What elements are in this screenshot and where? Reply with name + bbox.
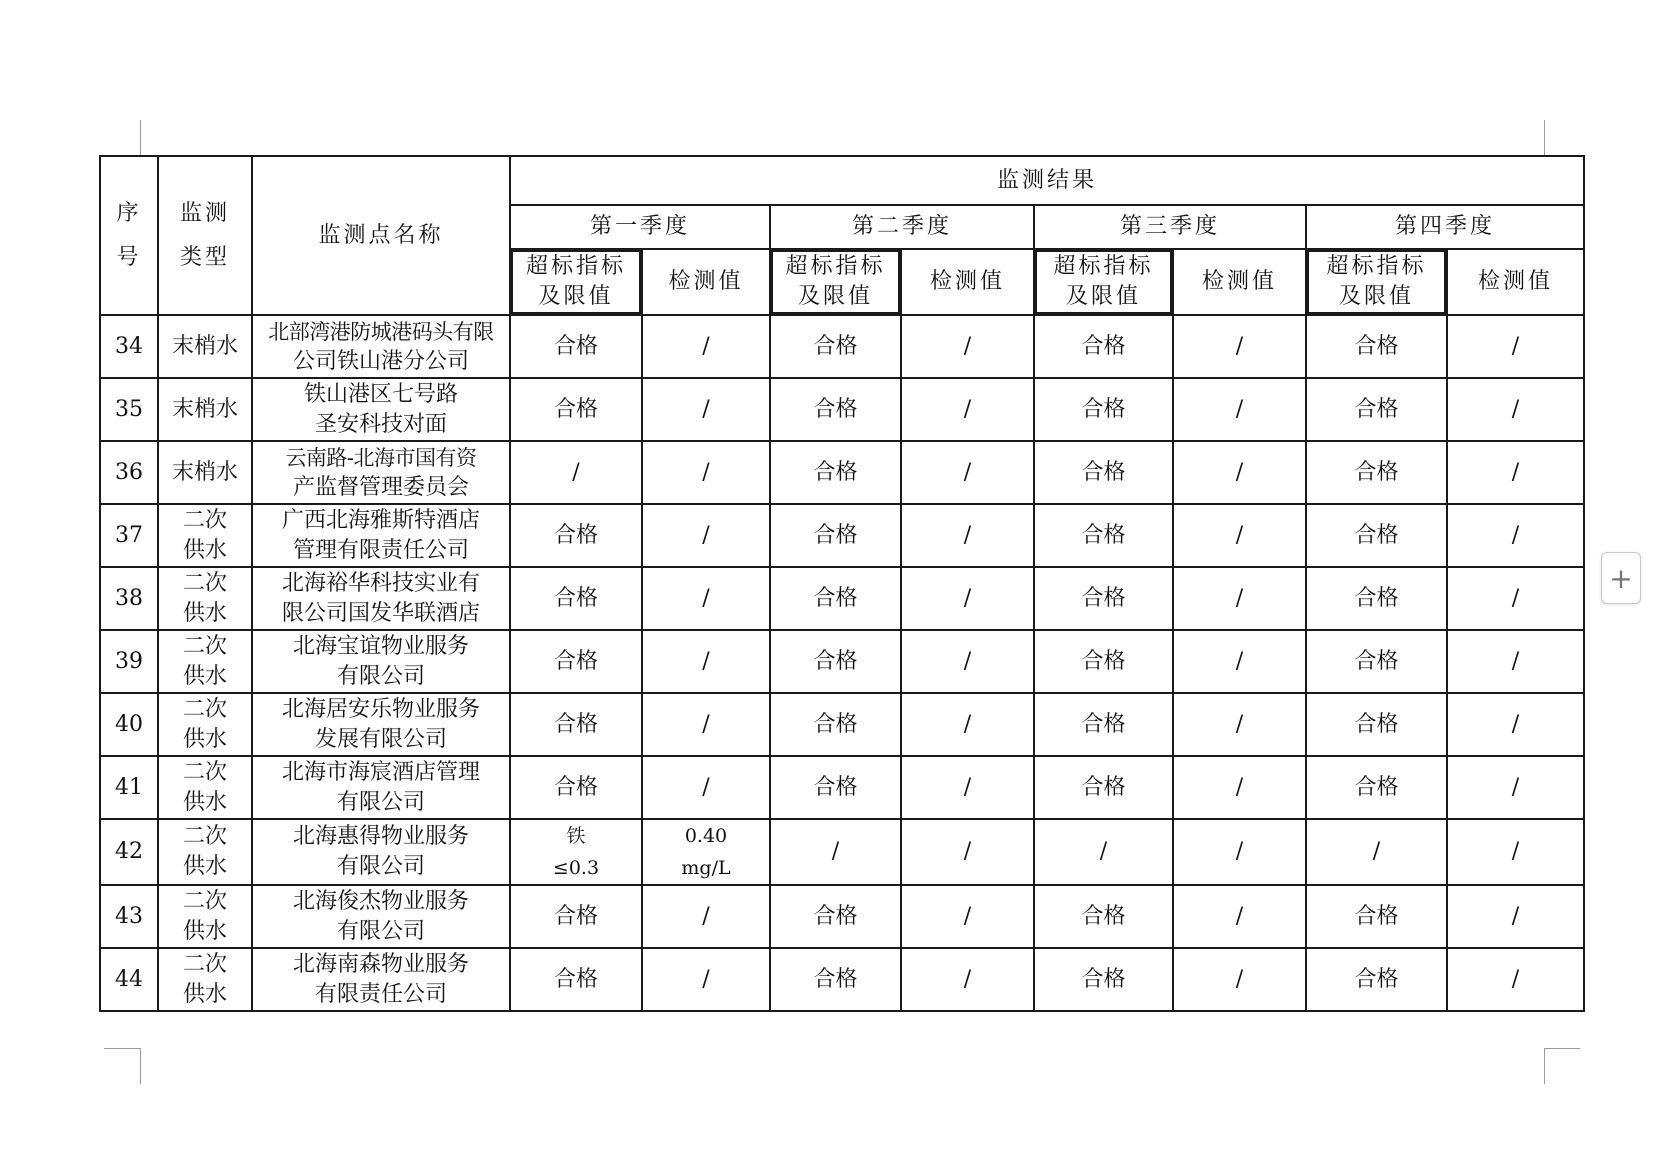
row-site-name — [252, 504, 510, 567]
value-cell-q4: / — [1447, 567, 1584, 630]
header-exceed-line1: 超标指标 — [1326, 254, 1427, 279]
row-site-name — [252, 693, 510, 756]
row-number: 38 — [100, 567, 158, 630]
value-cell-q1-line: 0.40 — [684, 825, 728, 847]
exceed-cell-q3: 合格 — [1034, 756, 1173, 819]
value-cell-q2: / — [901, 315, 1034, 378]
exceed-cell-q3: 合格 — [1034, 315, 1173, 378]
row-type-line: 供水 — [182, 600, 227, 626]
header-results: 监测结果 — [510, 156, 1584, 205]
row-site-name-line: 管理有限责任公司 — [292, 537, 469, 563]
row-site-name-line: 北海居安乐物业服务 — [281, 696, 480, 722]
row-type-line: 供水 — [182, 918, 227, 944]
header-exceed-line1: 超标指标 — [525, 254, 626, 279]
row-site-name — [252, 567, 510, 630]
exceed-cell-q4: 合格 — [1306, 567, 1447, 630]
exceed-cell-q4: 合格 — [1306, 441, 1447, 504]
row-type-line: 供水 — [182, 726, 227, 752]
row-type-line: 供水 — [182, 981, 227, 1007]
exceed-cell-q1: 合格 — [510, 567, 642, 630]
table-row — [100, 756, 1584, 819]
value-cell-q2: / — [901, 630, 1034, 693]
table-row — [100, 948, 1584, 1011]
value-cell-q2: / — [901, 441, 1034, 504]
exceed-cell-q3: 合格 — [1034, 948, 1173, 1011]
row-site-name-line: 发展有限公司 — [314, 726, 447, 752]
header-type — [158, 156, 252, 315]
crop-mark-bottom-left-h — [104, 1048, 140, 1049]
crop-mark-top-right — [1544, 120, 1545, 156]
row-site-name-line: 北海宝谊物业服务 — [292, 633, 469, 659]
header-value-q1: 检测值 — [642, 249, 770, 315]
row-type — [158, 693, 252, 756]
exceed-cell-q4: 合格 — [1306, 630, 1447, 693]
value-cell-q3: / — [1173, 819, 1306, 885]
row-type-line: 供水 — [182, 789, 227, 815]
header-quarter-3: 第三季度 — [1034, 205, 1306, 249]
header-type-line2: 类型 — [179, 244, 230, 270]
value-cell-q3: / — [1173, 315, 1306, 378]
value-cell-q2: / — [901, 885, 1034, 948]
crop-mark-bottom-right-h — [1544, 1048, 1580, 1049]
header-type-line1: 监测 — [179, 200, 230, 226]
exceed-cell-q2: 合格 — [770, 441, 901, 504]
exceed-cell-q2: 合格 — [770, 948, 901, 1011]
row-type — [158, 504, 252, 567]
row-site-name-line: 北部湾港防城港码头有限 — [268, 319, 494, 344]
value-cell-q1-line: mg/L — [681, 857, 731, 879]
header-exceed-line2: 及限值 — [1338, 284, 1414, 309]
add-button[interactable] — [1601, 552, 1641, 604]
exceed-cell-q4: 合格 — [1306, 504, 1447, 567]
exceed-cell-q2: 合格 — [770, 693, 901, 756]
row-type-line: 二次 — [182, 507, 227, 533]
table-row — [100, 567, 1584, 630]
row-type-line: 供水 — [182, 537, 227, 563]
exceed-cell-q2: 合格 — [770, 630, 901, 693]
row-number: 44 — [100, 948, 158, 1011]
value-cell-q4: / — [1447, 693, 1584, 756]
value-cell-q2: / — [901, 819, 1034, 885]
row-site-name-line: 圣安科技对面 — [314, 411, 447, 437]
value-cell-q1: / — [642, 756, 770, 819]
value-cell-q2: / — [901, 504, 1034, 567]
exceed-cell-q1: 合格 — [510, 885, 642, 948]
row-type — [158, 441, 252, 504]
value-cell-q3: / — [1173, 630, 1306, 693]
value-cell-q4: / — [1447, 315, 1584, 378]
row-number: 36 — [100, 441, 158, 504]
exceed-cell-q2: 合格 — [770, 756, 901, 819]
header-value-q3: 检测值 — [1173, 249, 1306, 315]
value-cell-q3: / — [1173, 756, 1306, 819]
header-seq-line2: 号 — [116, 244, 142, 270]
value-cell-q3: / — [1173, 378, 1306, 441]
value-cell-q1 — [642, 819, 770, 885]
exceed-cell-q3: 合格 — [1034, 378, 1173, 441]
header-exceed-q2 — [771, 250, 900, 314]
exceed-cell-q2: 合格 — [770, 378, 901, 441]
row-type-line: 供水 — [182, 854, 227, 879]
row-site-name-line: 北海南森物业服务 — [292, 951, 469, 977]
exceed-cell-q2: 合格 — [770, 315, 901, 378]
exceed-cell-q4: 合格 — [1306, 948, 1447, 1011]
row-site-name-line: 北海俊杰物业服务 — [292, 888, 469, 914]
value-cell-q1: / — [642, 948, 770, 1011]
exceed-cell-q2: 合格 — [770, 885, 901, 948]
exceed-cell-q1: 合格 — [510, 504, 642, 567]
row-type-line: 二次 — [182, 570, 227, 596]
crop-mark-top-left — [140, 120, 141, 156]
header-exceed-line1: 超标指标 — [1053, 254, 1154, 279]
table-row — [100, 693, 1584, 756]
value-cell-q3: / — [1173, 948, 1306, 1011]
row-site-name-line: 铁山港区七号路 — [303, 381, 458, 407]
row-type-line: 末梢水 — [171, 459, 238, 485]
header-exceed-q4 — [1307, 250, 1446, 314]
exceed-cell-q2: 合格 — [770, 504, 901, 567]
header-exceed-q1 — [511, 250, 641, 314]
header-seq — [100, 156, 158, 315]
row-site-name-line: 北海惠得物业服务 — [292, 824, 469, 849]
row-type-line: 末梢水 — [171, 396, 238, 422]
value-cell-q3: / — [1173, 504, 1306, 567]
row-site-name-line: 有限公司 — [336, 789, 425, 815]
exceed-cell-q3: 合格 — [1034, 630, 1173, 693]
value-cell-q4: / — [1447, 378, 1584, 441]
row-type — [158, 315, 252, 378]
row-number: 35 — [100, 378, 158, 441]
value-cell-q4: / — [1447, 441, 1584, 504]
exceed-cell-q3: 合格 — [1034, 885, 1173, 948]
exceed-cell-q1: 合格 — [510, 630, 642, 693]
exceed-cell-q1: 合格 — [510, 693, 642, 756]
value-cell-q1: / — [642, 885, 770, 948]
row-type-line: 末梢水 — [171, 333, 238, 359]
row-number: 34 — [100, 315, 158, 378]
exceed-cell-q4: 合格 — [1306, 378, 1447, 441]
table-row — [100, 441, 1584, 504]
exceed-cell-q4: 合格 — [1306, 756, 1447, 819]
monitoring-results-table — [99, 155, 1585, 1012]
header-quarter-2: 第二季度 — [770, 205, 1034, 249]
value-cell-q3: / — [1173, 567, 1306, 630]
row-number: 40 — [100, 693, 158, 756]
row-number: 43 — [100, 885, 158, 948]
row-site-name — [252, 819, 510, 885]
value-cell-q2: / — [901, 378, 1034, 441]
exceed-cell-q3: 合格 — [1034, 504, 1173, 567]
row-site-name — [252, 441, 510, 504]
exceed-cell-q1: 合格 — [510, 756, 642, 819]
header-exceed-q3 — [1035, 250, 1172, 314]
table-row — [100, 885, 1584, 948]
exceed-cell-q4: 合格 — [1306, 885, 1447, 948]
row-site-name-line: 北海市海宸酒店管理 — [281, 759, 480, 785]
exceed-cell-q1: 合格 — [510, 315, 642, 378]
header-exceed-line2: 及限值 — [538, 284, 614, 309]
value-cell-q2: / — [901, 693, 1034, 756]
table-row — [100, 378, 1584, 441]
row-site-name — [252, 756, 510, 819]
header-quarter-4: 第四季度 — [1306, 205, 1584, 249]
value-cell-q2: / — [901, 948, 1034, 1011]
exceed-cell-q3: 合格 — [1034, 567, 1173, 630]
row-site-name-line: 有限公司 — [336, 918, 425, 944]
row-type-line: 二次 — [182, 696, 227, 722]
exceed-cell-q1-line: 铁 — [566, 825, 586, 847]
row-number: 41 — [100, 756, 158, 819]
header-value-q2: 检测值 — [901, 249, 1034, 315]
row-type — [158, 378, 252, 441]
header-exceed-line1: 超标指标 — [785, 254, 886, 279]
header-site-name: 监测点名称 — [252, 156, 510, 315]
row-type-line: 供水 — [182, 663, 227, 689]
value-cell-q1: / — [642, 630, 770, 693]
row-type — [158, 819, 252, 885]
row-site-name — [252, 948, 510, 1011]
row-site-name-line: 北海裕华科技实业有 — [281, 570, 480, 596]
header-value-q4: 检测值 — [1447, 249, 1584, 315]
row-type — [158, 948, 252, 1011]
value-cell-q3: / — [1173, 885, 1306, 948]
value-cell-q2: / — [901, 567, 1034, 630]
exceed-cell-q1: / — [510, 441, 642, 504]
value-cell-q3: / — [1173, 693, 1306, 756]
row-site-name-line: 限公司国发华联酒店 — [281, 600, 480, 626]
crop-mark-bottom-left — [140, 1048, 141, 1084]
row-type — [158, 885, 252, 948]
row-type — [158, 630, 252, 693]
exceed-cell-q2: / — [770, 819, 901, 885]
table-row — [100, 315, 1584, 378]
row-number: 37 — [100, 504, 158, 567]
exceed-cell-q3: 合格 — [1034, 693, 1173, 756]
header-exceed-line2: 及限值 — [1065, 284, 1141, 309]
row-site-name-line: 云南路-北海市国有资 — [285, 445, 477, 470]
row-site-name — [252, 885, 510, 948]
row-site-name-line: 广西北海雅斯特酒店 — [281, 507, 480, 533]
value-cell-q1: / — [642, 504, 770, 567]
row-number: 42 — [100, 819, 158, 885]
crop-mark-bottom-right — [1544, 1048, 1545, 1084]
exceed-cell-q4: 合格 — [1306, 693, 1447, 756]
row-type-line: 二次 — [182, 888, 227, 914]
exceed-cell-q4: / — [1306, 819, 1447, 885]
row-type-line: 二次 — [182, 633, 227, 659]
plus-icon: + — [1609, 561, 1633, 595]
header-quarter-1: 第一季度 — [510, 205, 770, 249]
row-type-line: 二次 — [182, 759, 227, 785]
value-cell-q3: / — [1173, 441, 1306, 504]
row-site-name-line: 产监督管理委员会 — [292, 474, 469, 500]
exceed-cell-q3: / — [1034, 819, 1173, 885]
value-cell-q4: / — [1447, 630, 1584, 693]
row-type-line: 二次 — [182, 824, 227, 849]
value-cell-q1: / — [642, 441, 770, 504]
row-number: 39 — [100, 630, 158, 693]
exceed-cell-q1 — [510, 819, 642, 885]
row-type — [158, 756, 252, 819]
exceed-cell-q2: 合格 — [770, 567, 901, 630]
exceed-cell-q1-line: ≤0.3 — [552, 857, 600, 879]
row-site-name-line: 有限公司 — [336, 663, 425, 689]
row-site-name-line: 有限公司 — [336, 854, 425, 879]
exceed-cell-q3: 合格 — [1034, 441, 1173, 504]
value-cell-q4: / — [1447, 756, 1584, 819]
row-site-name — [252, 378, 510, 441]
value-cell-q1: / — [642, 567, 770, 630]
row-type — [158, 567, 252, 630]
row-site-name — [252, 630, 510, 693]
table-row — [100, 630, 1584, 693]
value-cell-q2: / — [901, 756, 1034, 819]
value-cell-q4: / — [1447, 504, 1584, 567]
value-cell-q1: / — [642, 378, 770, 441]
row-type-line: 二次 — [182, 951, 227, 977]
table-row — [100, 819, 1584, 885]
header-seq-line1: 序 — [116, 200, 142, 226]
exceed-cell-q4: 合格 — [1306, 315, 1447, 378]
value-cell-q1: / — [642, 693, 770, 756]
row-site-name-line: 公司铁山港分公司 — [292, 348, 469, 374]
header-exceed-line2: 及限值 — [797, 284, 873, 309]
table-row — [100, 504, 1584, 567]
row-site-name — [252, 315, 510, 378]
exceed-cell-q1: 合格 — [510, 948, 642, 1011]
row-site-name-line: 有限责任公司 — [314, 981, 447, 1007]
value-cell-q1: / — [642, 315, 770, 378]
exceed-cell-q1: 合格 — [510, 378, 642, 441]
value-cell-q4: / — [1447, 948, 1584, 1011]
value-cell-q4: / — [1447, 819, 1584, 885]
value-cell-q4: / — [1447, 885, 1584, 948]
